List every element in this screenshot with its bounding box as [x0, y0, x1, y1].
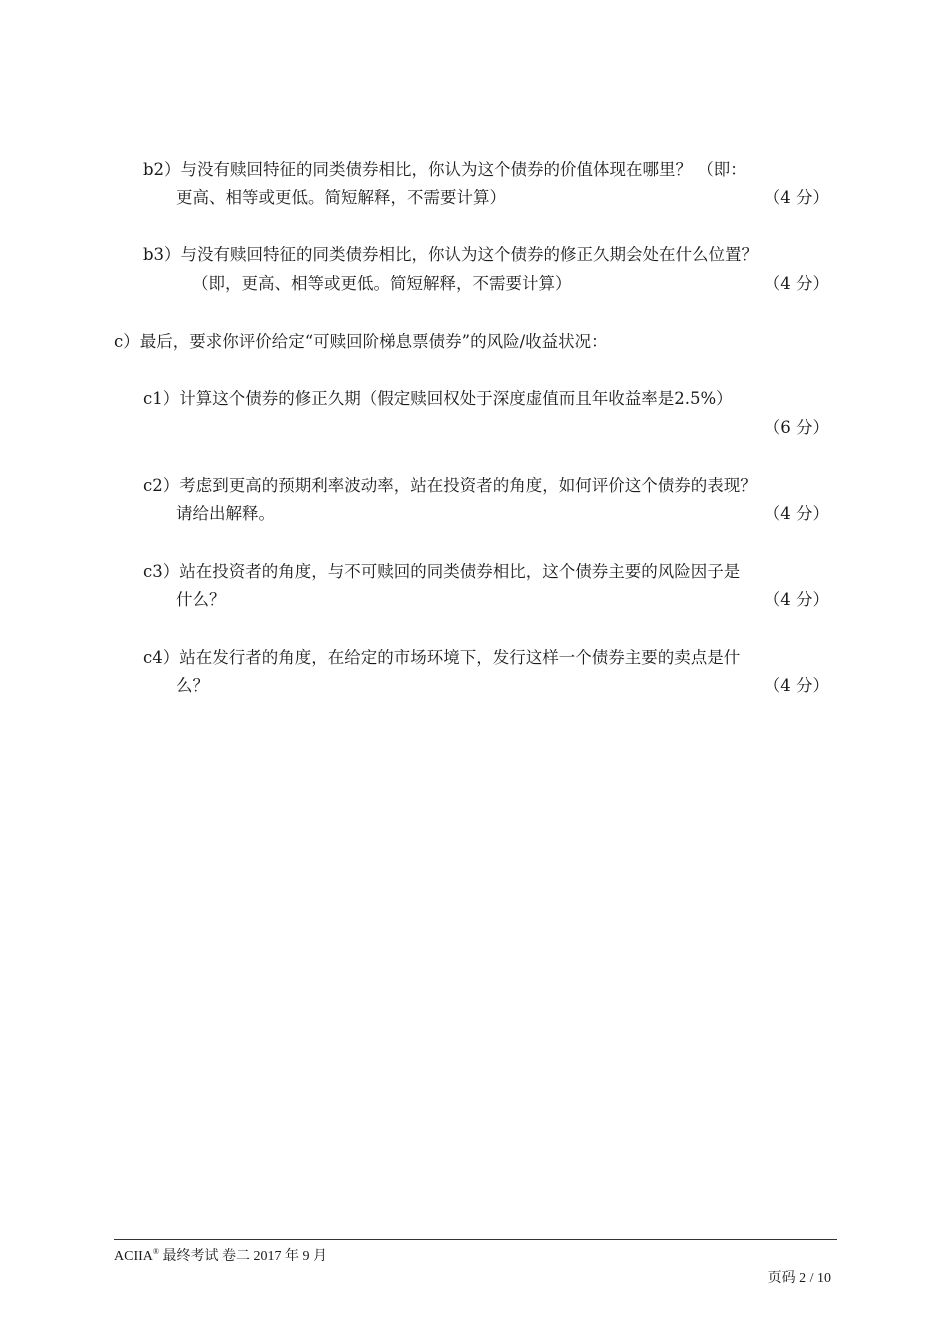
- question-b3-line2: （即，更高、相等或更低。简短解释，不需要计算）: [192, 274, 572, 293]
- question-c4-line2: 么？: [176, 676, 209, 695]
- question-b2-line1: b2）与没有赎回特征的同类债券相比，你认为这个债券的价值体现在哪里？ （即：: [143, 160, 747, 179]
- footer-registered-mark: ®: [152, 1247, 159, 1256]
- question-b2-line2: 更高、相等或更低。简短解释，不需要计算）: [176, 188, 506, 207]
- question-b2-points: （4 分）: [763, 188, 829, 207]
- question-c-heading: c）最后，要求你评价给定“可赎回阶梯息票债券”的风险/收益状况：: [114, 332, 608, 351]
- footer-divider: [114, 1239, 837, 1240]
- question-c2-line2: 请给出解释。: [176, 504, 275, 523]
- question-c2-line1: c2）考虑到更高的预期利率波动率，站在投资者的角度，如何评价这个债券的表现？: [143, 476, 757, 495]
- question-b3-line1: b3）与没有赎回特征的同类债券相比，你认为这个债券的修正久期会处在什么位置？: [143, 245, 759, 264]
- question-c1-points: （6 分）: [763, 418, 829, 437]
- question-c3-line2: 什么？: [176, 590, 226, 609]
- question-c3-line1: c3）站在投资者的角度，与不可赎回的同类债券相比，这个债券主要的风险因子是: [143, 562, 741, 581]
- footer-exam-info: [114, 1243, 327, 1266]
- question-c4-points: （4 分）: [763, 676, 829, 695]
- footer-page-number: 页码 2 / 10: [767, 1271, 831, 1286]
- question-b3-points: （4 分）: [763, 274, 829, 293]
- footer-exam-text: 最终考试 卷二 2017 年 9 月: [158, 1249, 327, 1264]
- footer-brand: ACIIA: [114, 1249, 153, 1264]
- question-c1-line1: c1）计算这个债券的修正久期（假定赎回权处于深度虚值而且年收益率是2.5%）: [143, 389, 733, 408]
- question-c3-points: （4 分）: [763, 590, 829, 609]
- question-c4-line1: c4）站在发行者的角度，在给定的市场环境下，发行这样一个债券主要的卖点是什: [143, 648, 741, 667]
- question-c2-points: （4 分）: [763, 504, 829, 523]
